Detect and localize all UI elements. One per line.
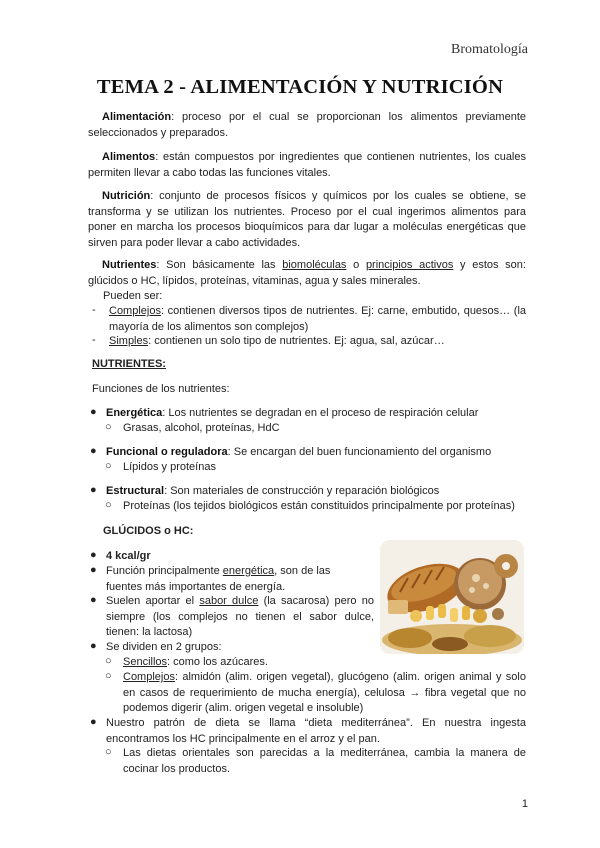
tipo-simples	[109, 334, 526, 350]
sub-funcional: Lípidos y proteínas	[123, 461, 216, 473]
text-estructural: : Son materiales de construcción y reparación biológicos	[164, 485, 440, 497]
term-alimentacion: Alimentación	[102, 111, 172, 123]
text-energetica: : Los nutrientes se degradan en el proceso de respiración celular	[162, 407, 479, 419]
glucidos-funcion	[106, 564, 368, 595]
term-nutrientes: Nutrientes	[102, 259, 157, 271]
bullet-icon: ●	[90, 716, 97, 728]
dash-icon: -	[92, 304, 96, 316]
term-complejos: Complejos	[109, 305, 161, 317]
funcion-energetica	[106, 406, 478, 422]
food-image	[380, 540, 524, 654]
term-complejos-hc: Complejos	[123, 671, 175, 683]
circle-bullet-icon: ○	[105, 421, 112, 433]
nutrientes-heading	[92, 357, 166, 373]
circle-bullet-icon: ○	[105, 499, 112, 511]
term-estructural: Estructural	[106, 485, 165, 497]
def-alimentos	[88, 150, 526, 181]
def-nutricion	[88, 189, 526, 251]
dash-icon: -	[92, 334, 96, 346]
bullet-icon: ●	[90, 594, 97, 606]
text-funcion-b: , son de las fuentes más importantes de energía.	[106, 565, 331, 593]
link-biomoleculas: biomoléculas	[282, 259, 347, 271]
text-sabor-a: Suelen aportar el	[106, 595, 200, 607]
funciones-label: Funciones de los nutrientes:	[92, 383, 230, 395]
term-energetica: Energética	[106, 407, 163, 419]
text-funcion-a: Función principalmente	[106, 565, 223, 577]
link-energetica: energética	[222, 565, 275, 577]
carbohydrate-foods-illustration	[380, 540, 524, 654]
nutrientes-heading-text: NUTRIENTES:	[92, 358, 166, 370]
text-complejos-hc: : almidón (alim. origen vegetal), glucógeno (alim. origen animal y solo en casos de requerimiento de mucha energía), celulosa → fibra vegetal que no podemos digerir (alim. origen vegetal e insoluble)	[123, 671, 526, 714]
link-sabor-dulce: sabor dulce	[199, 595, 259, 607]
text-nutrientes-a: : Son básicamente las	[156, 259, 283, 271]
term-funcional: Funcional o reguladora	[106, 446, 228, 458]
bullet-icon: ●	[90, 445, 97, 457]
term-sencillos: Sencillos	[123, 656, 168, 668]
page-title: TEMA 2 - ALIMENTACIÓN Y NUTRICIÓN	[96, 76, 504, 98]
text-sabor-b: (la sacarosa) pero no siempre (los complejos no tienen el sabor dulce, tienen: la lactosa)	[106, 595, 374, 638]
bullet-icon: ●	[90, 640, 97, 652]
circle-bullet-icon: ○	[105, 746, 112, 758]
header-subject: Bromatología	[451, 42, 528, 57]
def-nutrientes	[88, 258, 526, 289]
bullet-icon: ●	[90, 484, 97, 496]
sub-energetica: Grasas, alcohol, proteínas, HdC	[123, 422, 280, 434]
glucidos-grupos: Se dividen en 2 grupos:	[106, 641, 222, 653]
glucidos-sabor	[106, 594, 374, 641]
bullet-icon: ●	[90, 406, 97, 418]
pueden-ser: Pueden ser:	[103, 290, 163, 302]
circle-bullet-icon: ○	[105, 655, 112, 667]
bullet-icon: ●	[90, 549, 97, 561]
term-simples: Simples	[109, 335, 149, 347]
circle-bullet-icon: ○	[105, 670, 112, 682]
tipo-complejos	[109, 304, 526, 335]
term-nutricion: Nutrición	[102, 190, 151, 202]
page-number: 1	[521, 798, 528, 810]
text-complejos: : contienen diversos tipos de nutrientes. Ej: carne, embutido, quesos… (la mayoría de los alimentos son complejos)	[109, 305, 526, 333]
glucidos-dieta: Nuestro patrón de dieta se llama “dieta mediterránea”. En nuestra ingesta encontramos los HC principalmente en el arroz y el pan.	[106, 717, 526, 745]
funcion-funcional	[106, 445, 491, 461]
text-simples: : contienen un solo tipo de nutrientes. Ej: agua, sal, azúcar…	[148, 335, 445, 347]
circle-bullet-icon: ○	[105, 460, 112, 472]
glucidos-sencillos	[123, 655, 268, 671]
def-alimentacion	[88, 110, 526, 141]
text-nutrientes-b: o	[346, 259, 366, 271]
text-funcional: : Se encargan del buen funcionamiento del organismo	[227, 446, 492, 458]
text-nutricion: : conjunto de procesos físicos y químicos por los cuales se obtiene, se transforma y se utilizan los nutrientes. Proceso por el cual ingerimos alimentos para poner en marcha los procesos bioquímicos para dar lugar a moléculas energéticas que sirven para poder llevar a cabo actividades.	[88, 190, 526, 249]
text-alimentacion: : proceso por el cual se proporcionan los alimentos previamente seleccionados y preparados.	[88, 111, 526, 139]
link-principios-activos: principios activos	[365, 259, 454, 271]
text-alimentos: : están compuestos por ingredientes que contienen nutrientes, los cuales permiten llevar a cabo todas las funciones vitales.	[88, 151, 526, 179]
bullet-icon: ●	[90, 564, 97, 576]
text-sencillos: : como los azúcares.	[167, 656, 268, 668]
sub-estructural: Proteínas (los tejidos biológicos están constituidos principalmente por proteínas)	[123, 500, 515, 512]
glucidos-kcal: 4 kcal/gr	[106, 550, 151, 562]
glucidos-heading: GLÚCIDOS o HC:	[103, 525, 194, 537]
glucidos-complejos	[123, 670, 526, 717]
funcion-estructural	[106, 484, 439, 500]
text-nutrientes-c: y estos son: glúcidos o HC, lípidos, proteínas, vitaminas, agua y sales minerales.	[88, 259, 526, 287]
term-alimentos: Alimentos	[102, 151, 156, 163]
glucidos-orientales: Las dietas orientales son parecidas a la mediterránea, cambia la manera de cocinar los productos.	[123, 747, 526, 775]
